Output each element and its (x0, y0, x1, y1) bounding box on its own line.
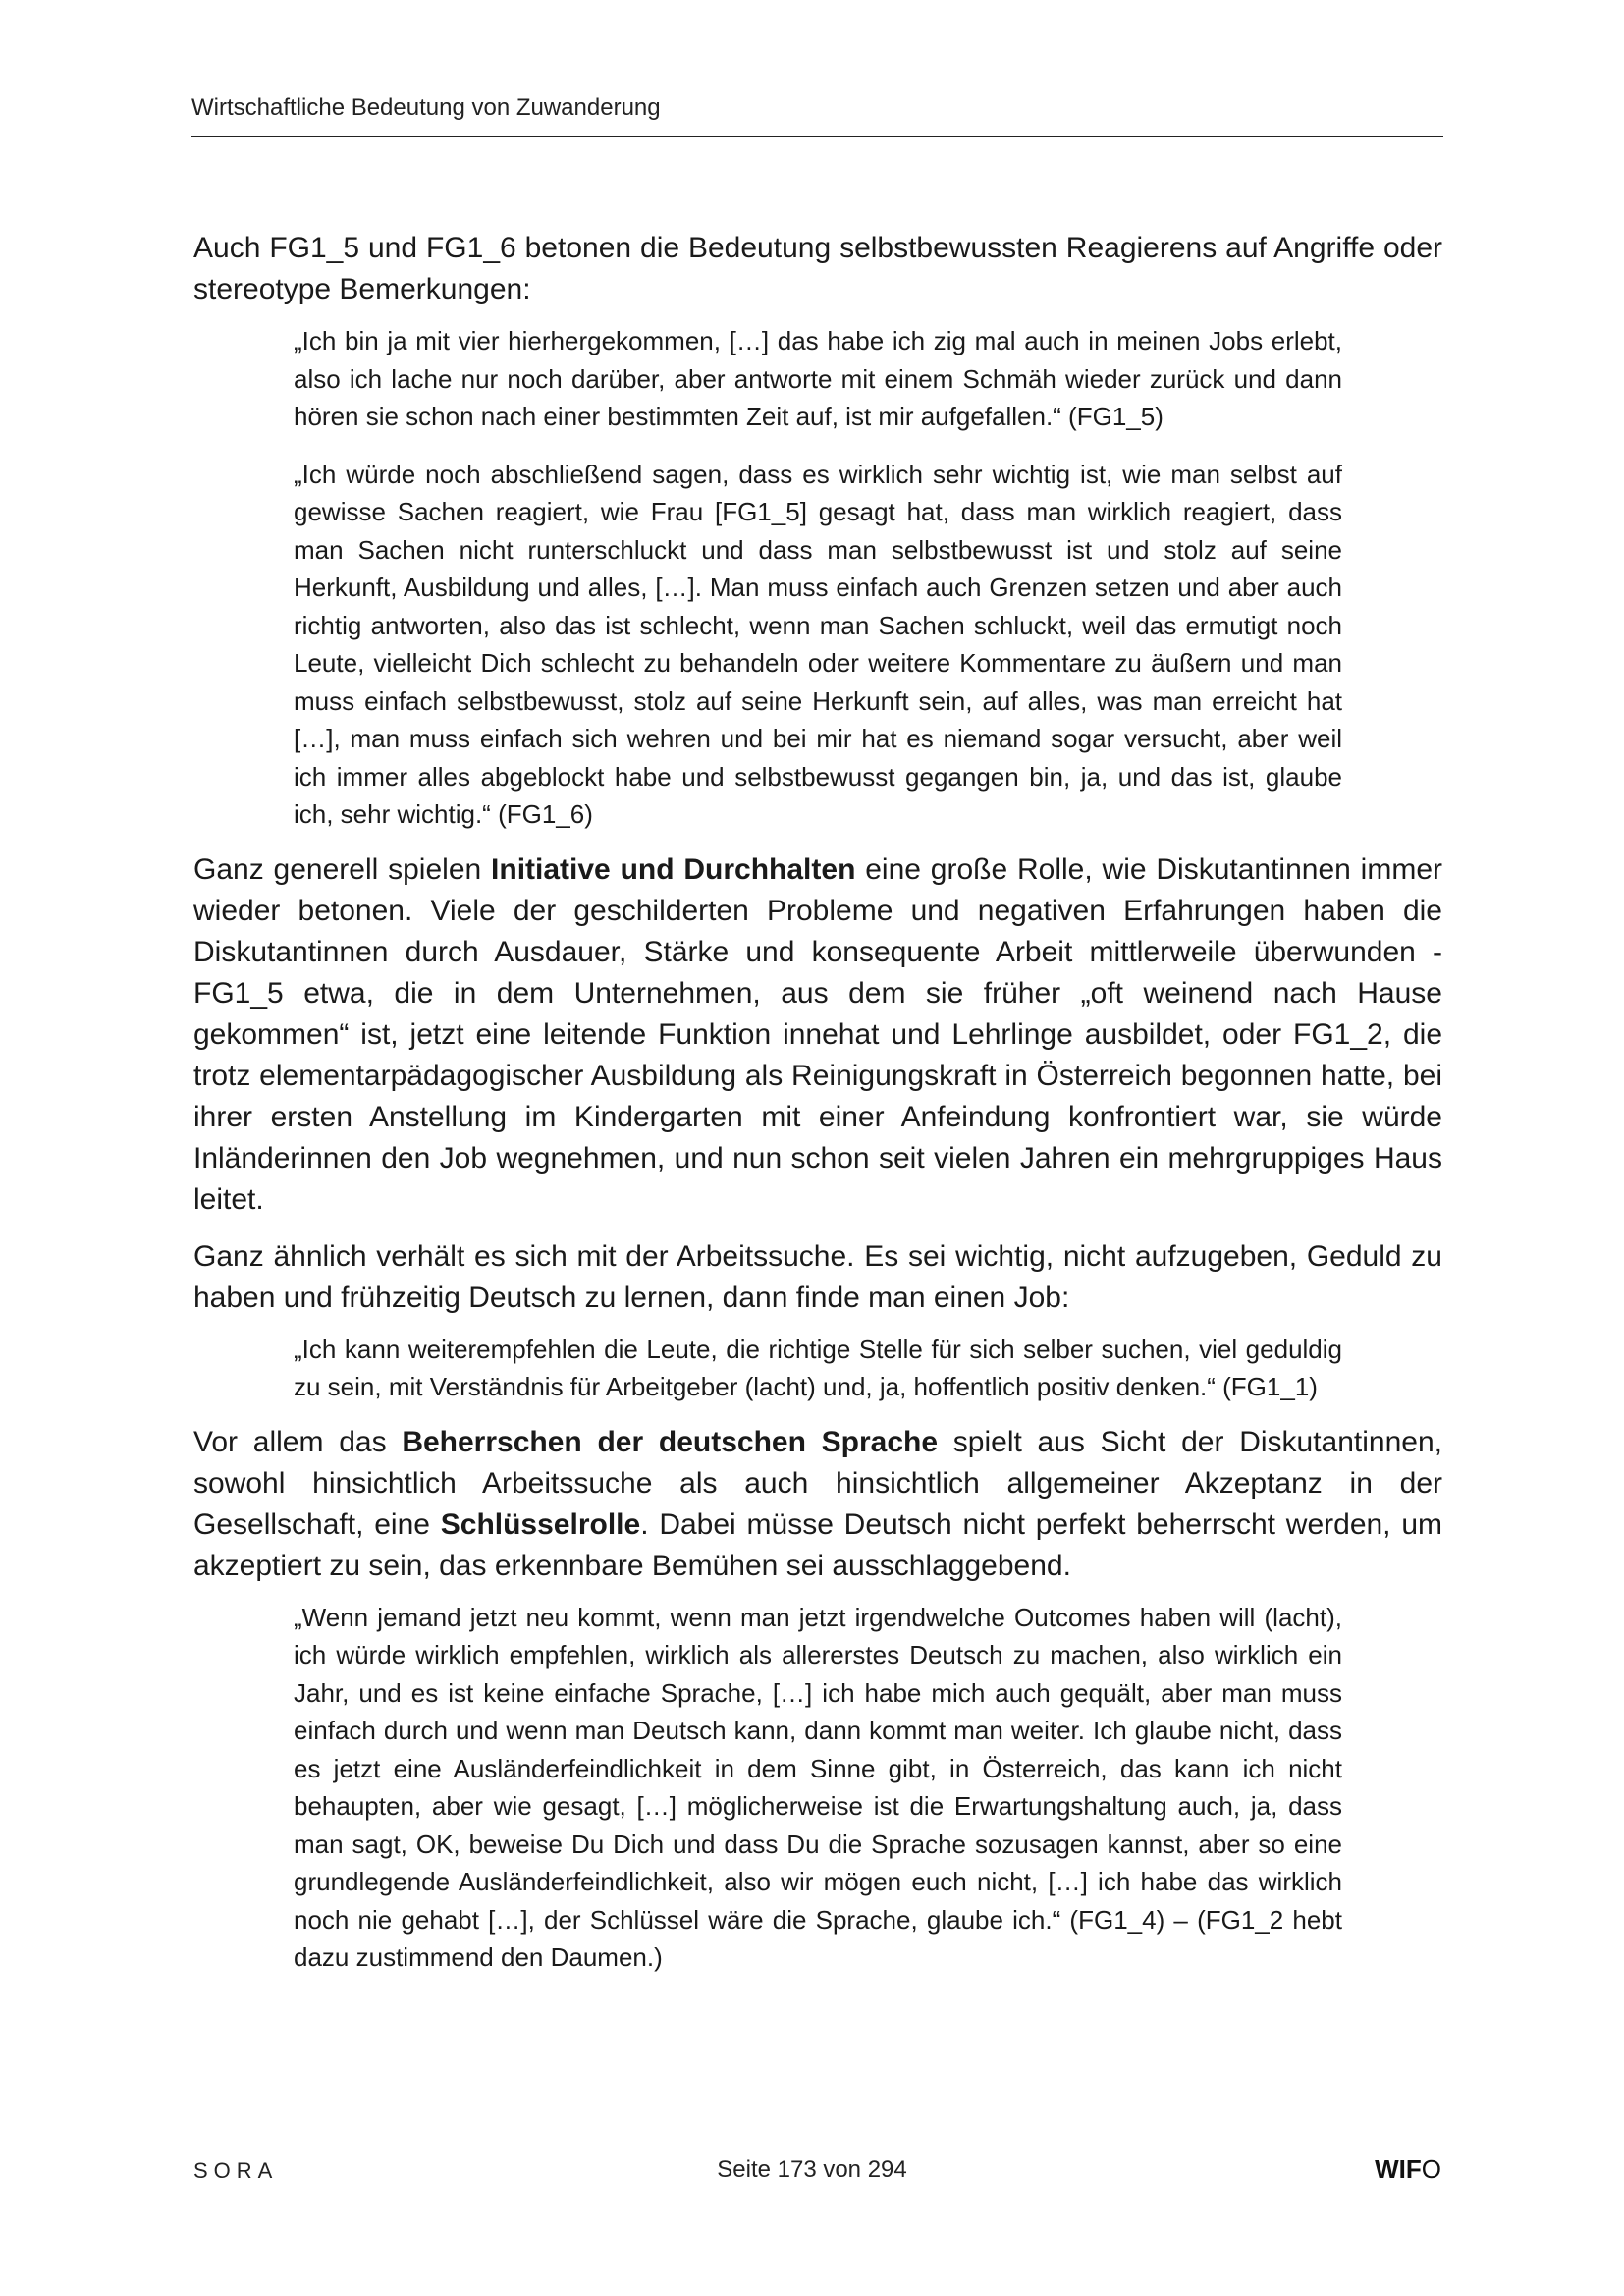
text-run: Vor allem das (193, 1425, 403, 1458)
document-body (193, 228, 1442, 1977)
running-header-title: Wirtschaftliche Bedeutung von Zuwanderung (191, 94, 661, 121)
bold-phrase: Schlüsselrolle (440, 1507, 641, 1541)
body-paragraph (193, 849, 1442, 1221)
logo-text: WIF (1375, 2155, 1422, 2184)
bold-phrase: Beherrschen der deutschen Sprache (402, 1425, 939, 1458)
block-quote: „Wenn jemand jetzt neu kommt, wenn man jetzt irgendwelche Outcomes haben will (lacht), ich würde wirklich empfehlen, wirklich als allererstes Deutsch zu machen, also wirklich ein Jahr, und es ist keine einfache Sprache, […] ich habe mich auch gequält, aber man muss einfach durch und wenn man Deutsch kann, dann kommt man weiter. Ich glaube nicht, dass es jetzt eine Ausländerfeindlichkeit in dem Sinne gibt, in Österreich, das kann ich nicht behaupten, aber wie gesagt, […] möglicherweise ist die Erwartungshaltung auch, ja, dass man sagt, OK, beweise Du Dich und dass Du die Sprache sozusagen kannst, aber so eine grundlegende Ausländerfeindlichkeit, also wir mögen euch nicht, […] ich habe das wirklich noch nie gehabt […], der Schlüssel wäre die Sprache, glaube ich.“ (FG1_4) – (FG1_2 hebt dazu zustimmend den Daumen.) (294, 1602, 1342, 1972)
page-number: Seite 173 von 294 (717, 2157, 907, 2183)
block-quote: „Ich kann weiterempfehlen die Leute, die richtige Stelle für sich selber suchen, viel geduldig zu sein, mit Verständnis für Arbeitgeber (lacht) und, ja, hoffentlich positiv denken.“ (FG1_1) (294, 1334, 1342, 1401)
block-quote: „Ich bin ja mit vier hierhergekommen, […] das habe ich zig mal auch in meinen Jobs erlebt, also ich lache nur noch darüber, aber antworte mit einem Schmäh wieder zurück und dann hören sie schon nach einer bestimmten Zeit auf, ist mir aufgefallen.“ (FG1_5) (294, 326, 1342, 431)
text-run: spielt aus Sicht der Diskutantinnen, sowohl hinsichtlich Arbeitssuche als auch hinsichtlich allgemeiner Akzeptanz in der Gesellschaft, eine (193, 1425, 1442, 1541)
body-paragraph: Auch FG1_5 und FG1_6 betonen die Bedeutung selbstbewussten Reagierens auf Angriffe oder stereotype Bemerkungen: (193, 232, 1442, 305)
text-run: eine große Rolle, wie Diskutantinnen immer wieder betonen. Viele der geschilderten Probleme und negativen Erfahrungen haben die Diskutantinnen durch Ausdauer, Stärke und konsequente Arbeit mittlerweile überwunden - FG1_5 etwa, die in dem Unternehmen, aus dem sie früher „oft weinend nach Hause gekommen“ ist, jetzt eine leitende Funktion innehat und Lehrlinge ausbildet, oder FG1_2, die trotz elementarpädagogischer Ausbildung als Reinigungskraft in Österreich begonnen hatte, bei ihrer ersten Anstellung im Kindergarten mit einer Anfeindung konfrontiert war, sie würde Inländerinnen den Job wegnehmen, und nun schon seit vielen Jahren ein mehrgruppiges Haus leitet. (193, 852, 1442, 1216)
block-quote: „Ich würde noch abschließend sagen, dass es wirklich sehr wichtig ist, wie man selbst auf gewisse Sachen reagiert, wie Frau [FG1_5] gesagt hat, dass man wirklich reagiert, dass man Sachen nicht runterschluckt und dass man selbstbewusst ist und stolz auf seine Herkunft, Ausbildung und alles, […]. Man muss einfach auch Grenzen setzen und aber auch richtig antworten, also das ist schlecht, wenn man Sachen schluckt, weil das ermutigt noch Leute, vielleicht Dich schlecht zu behandeln oder weitere Kommentare zu äußern und man muss einfach selbstbewusst, stolz auf seine Herkunft sein, auf alles, was man erreicht hat […], man muss einfach sich wehren und bei mir hat es niemand sogar versucht, aber weil ich immer alles abgeblockt habe und selbstbewusst gegangen bin, ja, und das ist, glaube ich, sehr wichtig.“ (FG1_6) (294, 459, 1342, 829)
text-run: Ganz generell spielen (193, 852, 492, 886)
body-paragraph: Ganz ähnlich verhält es sich mit der Arbeitssuche. Es sei wichtig, nicht aufzugeben, Geduld zu haben und frühzeitig Deutsch zu lernen, dann finde man einen Job: (193, 1239, 1442, 1314)
page-header (191, 94, 1443, 137)
logo-text: O (1421, 2155, 1441, 2184)
footer-sora-logo: SORA (193, 2159, 279, 2183)
text-run: . Dabei müsse Deutsch nicht perfekt beherrscht werden, um akzeptiert zu sein, das erkennbare Bemühen sei ausschlaggebend. (193, 1507, 1442, 1582)
body-paragraph (193, 1422, 1442, 1587)
bold-phrase: Initiative und Durchhalten (491, 852, 856, 886)
footer-wifo-logo (1375, 2155, 1441, 2185)
